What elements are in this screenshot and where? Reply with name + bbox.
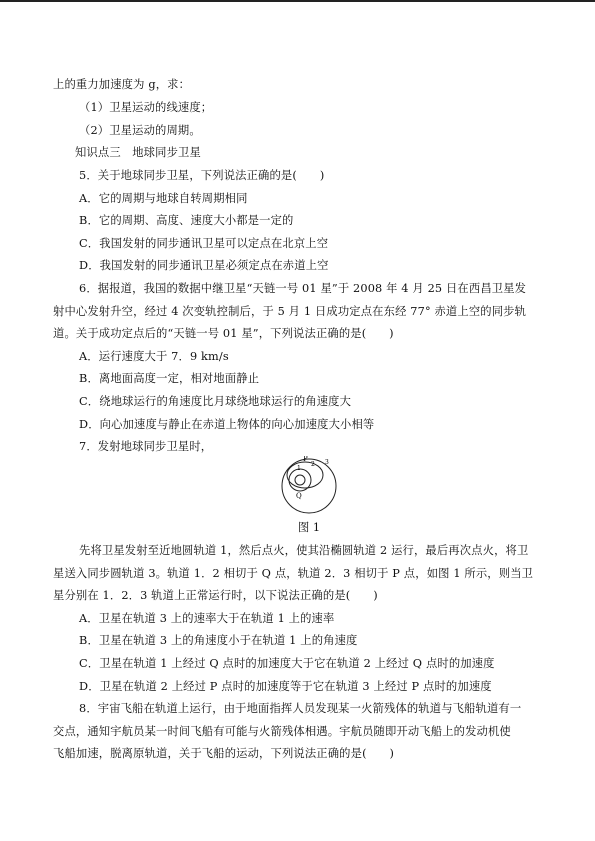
text-line: 飞船加速，脱离原轨道，关于飞船的运动，下列说法正确的是( ) bbox=[53, 747, 395, 760]
option-b: B．它的周期、高度、速度大小都是一定的 bbox=[79, 214, 294, 227]
label-q: Q bbox=[296, 492, 302, 500]
figure-caption: 图 1 bbox=[298, 521, 321, 534]
option-c: C．我国发射的同步通讯卫星可以定点在北京上空 bbox=[79, 237, 329, 250]
option-b: B．卫星在轨道 3 上的角速度小于在轨道 1 上的角速度 bbox=[79, 634, 358, 647]
option-a: A．卫星在轨道 3 上的速率大于在轨道 1 上的速率 bbox=[79, 612, 335, 625]
page-top-border bbox=[0, 0, 595, 2]
text-line: 星送入同步圆轨道 3。轨道 1．2 相切于 Q 点，轨道 2．3 相切于 P 点，如图 1 所示，则当卫 bbox=[53, 567, 534, 580]
question-8: 8．宇宙飞船在轨道上运行，由于地面指挥人员发现某一火箭残体的轨道与飞船轨道有一 bbox=[79, 702, 522, 715]
question-6: 6．据报道，我国的数据中继卫星“天链一号 01 星”于 2008 年 4 月 25 日在西昌卫星发 bbox=[79, 282, 527, 295]
label-p: P bbox=[303, 456, 308, 463]
text-line: 上的重力加速度为 g，求： bbox=[53, 78, 191, 91]
option-b: B．离地面高度一定，相对地面静止 bbox=[79, 372, 260, 385]
text-line: 射中心发射升空，经过 4 次变轨控制后，于 5 月 1 日成功定点在东经 77° 赤道上空的同步轨 bbox=[53, 305, 527, 318]
label-orbit-1: 1 bbox=[297, 465, 301, 472]
option-a: A．运行速度大于 7．9 km/s bbox=[79, 350, 229, 363]
orbit-2-ellipse bbox=[287, 462, 323, 488]
option-c: C．绕地球运行的角速度比月球绕地球运行的角速度大 bbox=[79, 395, 352, 408]
text-line: 道。关于成功定点后的“天链一号 01 星”，下列说法正确的是( ) bbox=[53, 327, 394, 340]
option-d: D．向心加速度与静止在赤道上物体的向心加速度大小相等 bbox=[79, 418, 375, 431]
text-line: （1）卫星运动的线速度； bbox=[79, 101, 213, 114]
question-7: 7．发射地球同步卫星时， bbox=[79, 440, 213, 453]
orbit-diagram bbox=[273, 456, 345, 516]
text-line: 星分别在 1．2．3 轨道上正常运行时，以下说法正确的是( ) bbox=[53, 589, 378, 602]
earth-circle bbox=[295, 475, 305, 485]
option-a: A．它的周期与地球自转周期相同 bbox=[79, 192, 248, 205]
option-c: C．卫星在轨道 1 上经过 Q 点时的加速度大于它在轨道 2 上经过 Q 点时的加速度 bbox=[79, 657, 495, 670]
text-line: 交点，通知宇航员某一时间飞船有可能与火箭残体相遇。宇航员随即开动飞船上的发动机使 bbox=[53, 725, 511, 738]
question-5: 5．关于地球同步卫星，下列说法正确的是( ) bbox=[79, 169, 325, 182]
label-orbit-3: 3 bbox=[325, 459, 329, 466]
label-orbit-2: 2 bbox=[311, 461, 315, 468]
section-heading: 知识点三 地球同步卫星 bbox=[75, 146, 201, 159]
text-line: 先将卫星发射至近地圆轨道 1，然后点火，使其沿椭圆轨道 2 运行，最后再次点火，将卫 bbox=[79, 544, 529, 557]
text-line: （2）卫星运动的周期。 bbox=[79, 124, 201, 137]
option-d: D．我国发射的同步通讯卫星必须定点在赤道上空 bbox=[79, 259, 329, 272]
option-d: D．卫星在轨道 2 上经过 P 点时的加速度等于它在轨道 3 上经过 P 点时的加速度 bbox=[79, 680, 492, 693]
